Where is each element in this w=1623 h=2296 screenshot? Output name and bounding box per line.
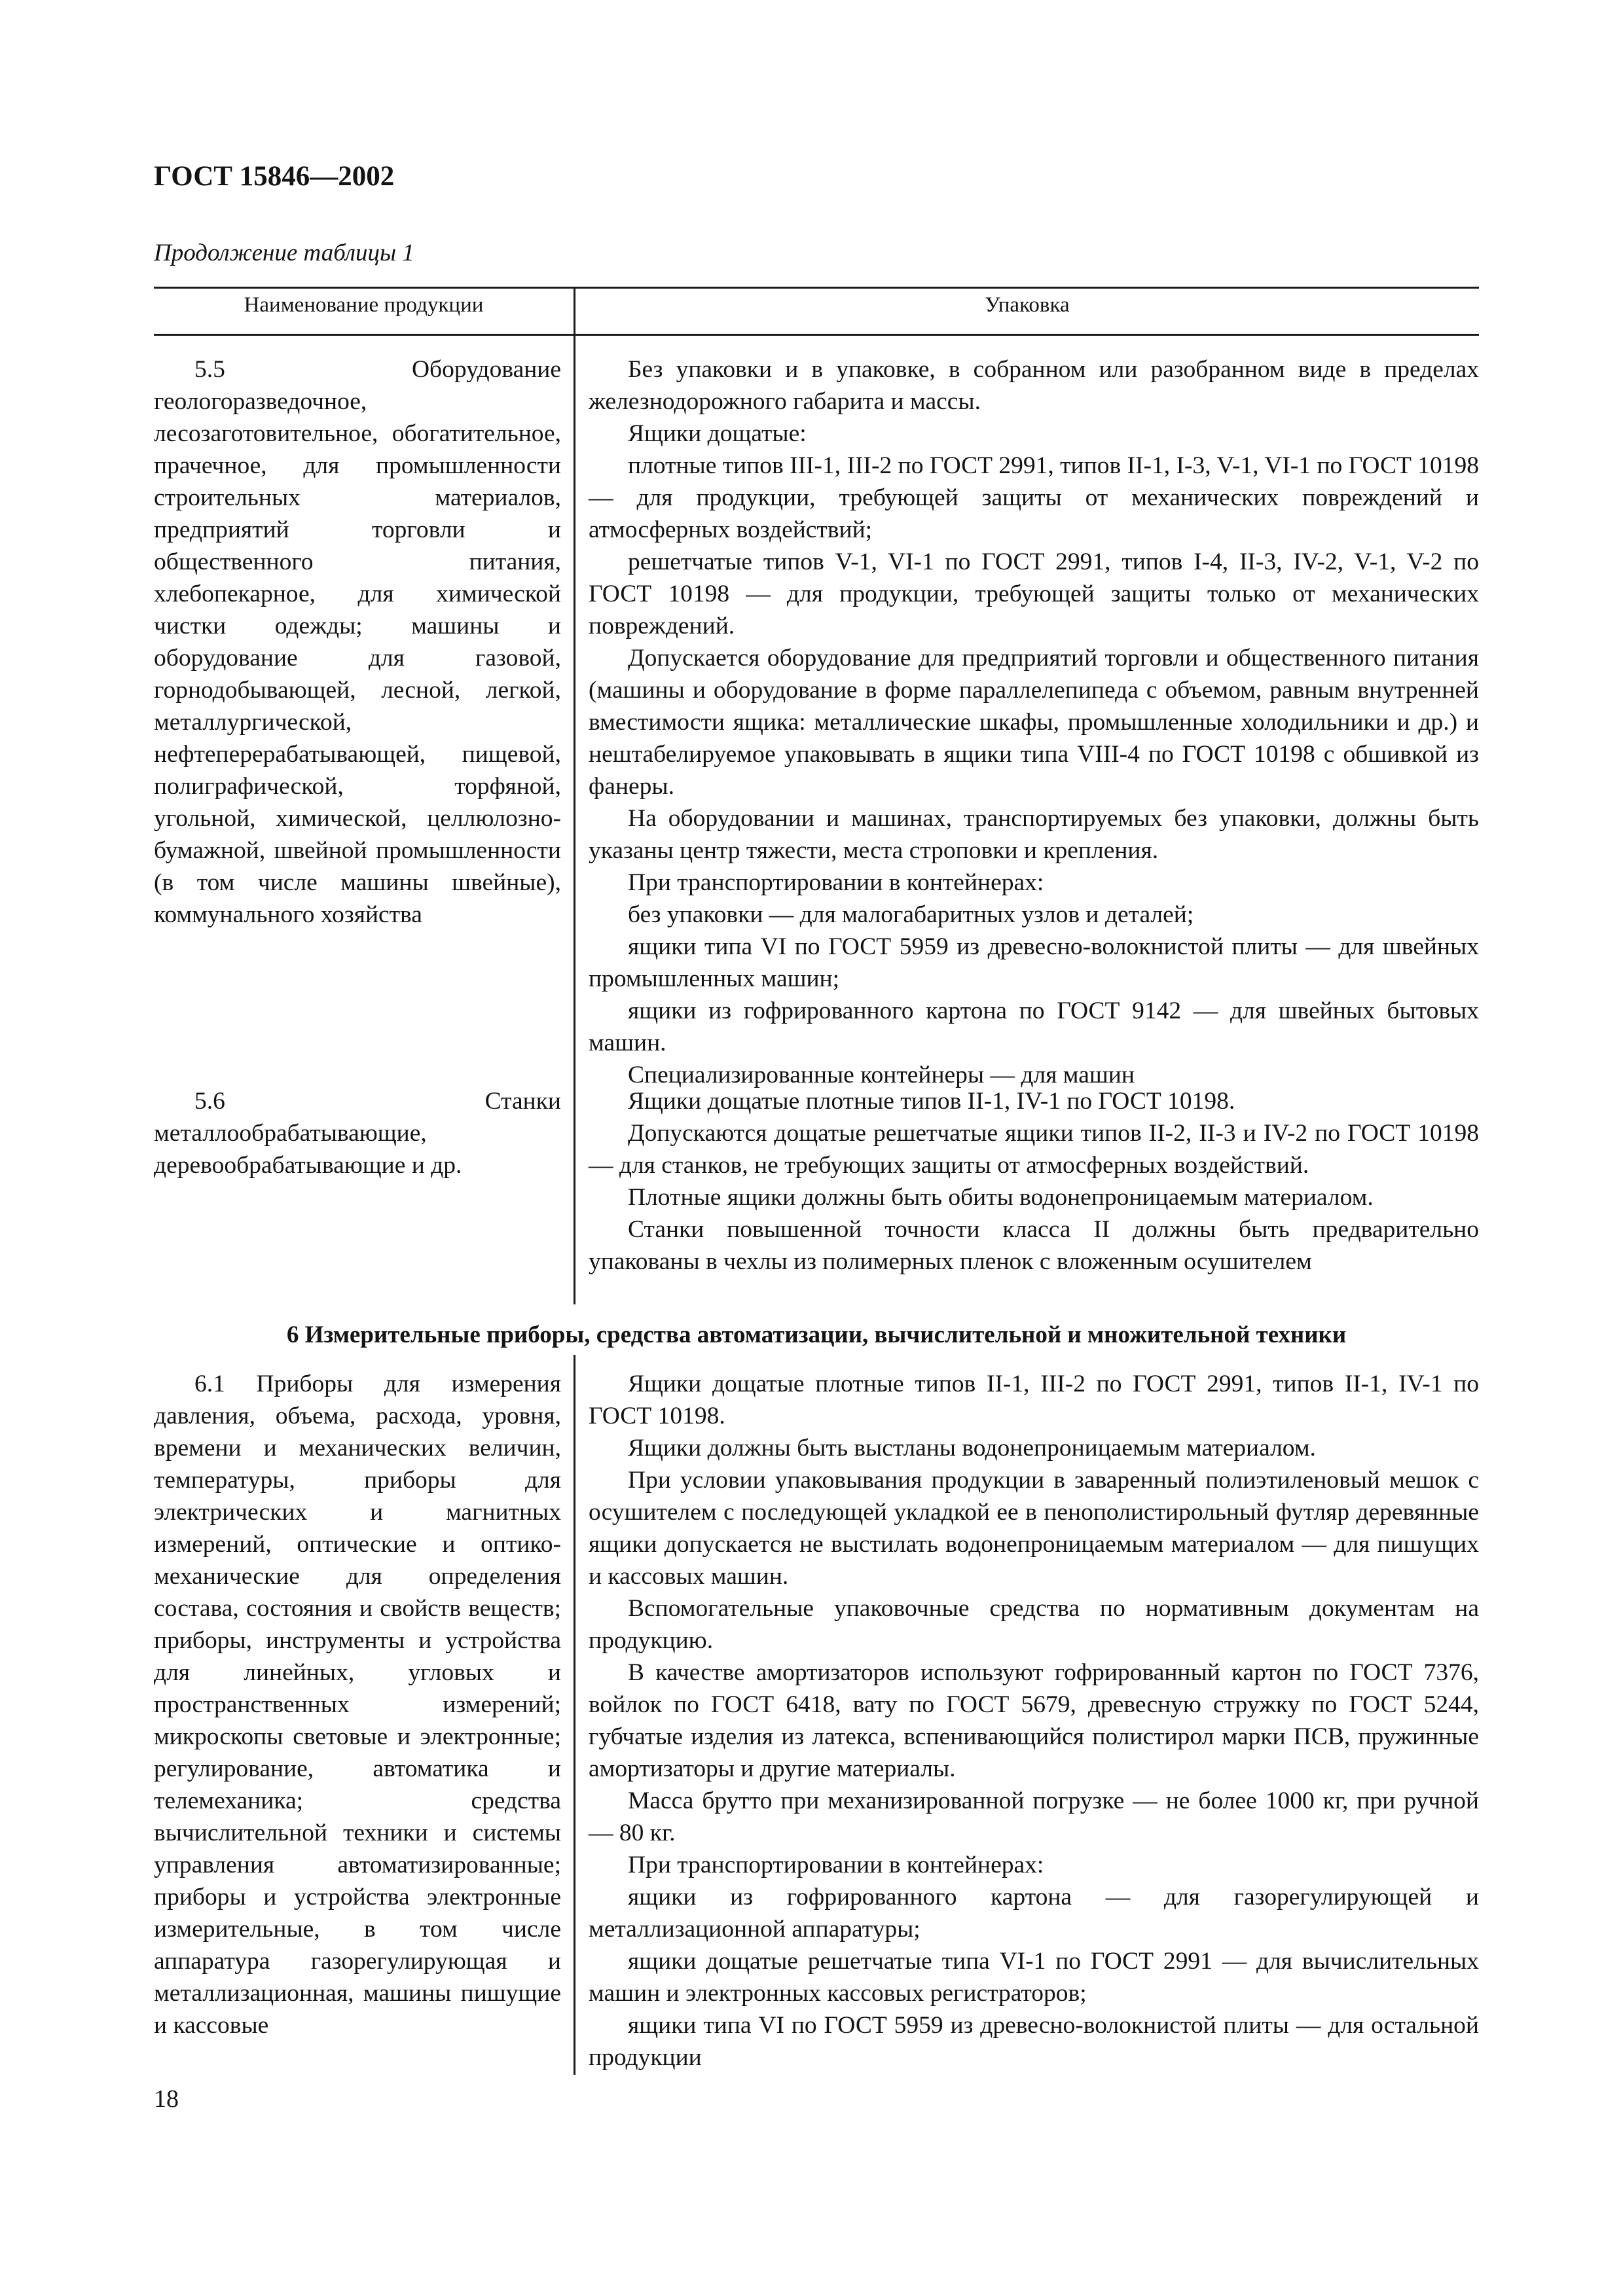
table-header-rule <box>154 334 1479 336</box>
row-5-5-para: без упаковки — для малогабаритных узлов и деталей; <box>628 901 1194 928</box>
row-5-5-para: плотные типов III-1, III-2 по ГОСТ 2991, типов II-1, I-3, V-1, VI-1 по ГОСТ 10198 — для продукции, требующей защиты от механических повреждений и атмосферных воздействий; <box>589 452 1479 543</box>
table-column-divider <box>574 287 575 1304</box>
row-5-6-para: Плотные ящики должны быть обиты водонепроницаемым материалом. <box>628 1184 1374 1211</box>
table-top-rule <box>154 287 1479 289</box>
row-5-6-packaging <box>589 1085 1479 1278</box>
row-5-5-para: При транспортировании в контейнерах: <box>628 869 1044 896</box>
row-5-6-para: Ящики дощатые плотные типов II-1, IV-1 по ГОСТ 10198. <box>628 1088 1235 1115</box>
table-caption: Продолжение таблицы 1 <box>154 240 414 266</box>
section-heading-6: 6 Измерительные приборы, средства автоматизации, вычислительной и множительной техники <box>286 1321 1347 1348</box>
row-5-6-para: Станки повышенной точности класса II должны быть предварительно упакованы в чехлы из полимерных пленок с вложенным осушителем <box>589 1216 1479 1275</box>
row-5-6-name-text: 5.6 Станки металлообрабатывающие, деревообрабатывающие и др. <box>154 1088 561 1179</box>
col-header-product: Наименование продукции <box>244 293 484 317</box>
document-header: ГОСТ 15846—2002 <box>154 161 395 192</box>
row-5-6-para: Допускаются дощатые решетчатые ящики типов II-2, II-3 и IV-2 по ГОСТ 10198 — для станков, не требующих защиты от атмосферных воздействий. <box>589 1120 1479 1179</box>
row-6-1-para: ящики дощатые решетчатые типа VI-1 по ГОСТ 2991 — для вычислительных машин и электронных кассовых регистраторов; <box>589 1948 1479 2007</box>
table-column-divider-2 <box>574 1355 575 2075</box>
row-6-1-para: При транспортировании в контейнерах: <box>628 1852 1044 1878</box>
row-6-1-packaging <box>589 1368 1479 2073</box>
row-5-5-para: ящики из гофрированного картона по ГОСТ 9142 — для швейных бытовых машин. <box>589 997 1479 1056</box>
row-5-5-para: На оборудовании и машинах, транспортируемых без упаковки, должны быть указаны центр тяжести, места строповки и крепления. <box>589 805 1479 864</box>
row-6-1-name-text: 6.1 Приборы для измерения давления, объема, расхода, уровня, времени и механических величин, температуры, приборы для электрических и магнитных измерений, оптические и оптико-механические для определения состава, состояния и свойств веществ; приборы, инструменты и устройства для линейных, угловых и пространственных измерений; микроскопы световые и электронные; регулирование, автоматика и телемеханика; средства вычислительной техники и системы управления автоматизированные; приборы и устройства электронные измерительные, в том числе аппаратура газорегулирующая и металлизационная, машины пишущие и кассовые <box>154 1371 561 2039</box>
row-5-5-name-text: 5.5 Оборудование геологоразведочное, лесозаготовительное, обогатительное, прачечное, для промышленности строительных материалов, предприятий торговли и общественного питания, хлебопекарное, для химической чистки одежды; машины и оборудование для газовой, горнодобывающей, лесной, легкой, металлургической, нефтеперерабатывающей, пищевой, полиграфической, торфяной, угольной, химической, целлюлозно-бумажной, швейной промышленности (в том числе машины швейные), коммунального хозяйства <box>154 356 561 928</box>
row-5-5-para: Специализированные контейнеры — для машин <box>628 1062 1135 1088</box>
page-number: 18 <box>154 2085 179 2113</box>
row-5-6-name <box>154 1085 561 1181</box>
row-6-1-para: Ящики дощатые плотные типов II-1, III-2 по ГОСТ 2991, типов II-1, IV-1 по ГОСТ 10198. <box>589 1371 1479 1429</box>
row-5-5-para: ящики типа VI по ГОСТ 5959 из древесно-волокнистой плиты — для швейных промышленных машин; <box>589 933 1479 992</box>
row-6-1-name <box>154 1368 561 2041</box>
row-5-5-para: Ящики дощатые: <box>628 420 807 447</box>
row-5-5-para: Допускается оборудование для предприятий торговли и общественного питания (машины и оборудование в форме параллелепипеда с объемом, равным внутренней вместимости ящика: металлические шкафы, промышленные холодильники и др.) и нештабелируемое упаковывать в ящики типа VIII-4 по ГОСТ 10198 с обшивкой из фанеры. <box>589 645 1479 800</box>
row-6-1-para: ящики из гофрированного картона — для газорегулирующей и металлизационной аппаратуры; <box>589 1884 1479 1943</box>
row-6-1-para: Масса брутто при механизированной погрузке — не более 1000 кг, при ручной — 80 кг. <box>589 1787 1479 1846</box>
col-header-packaging: Упаковка <box>985 293 1070 317</box>
row-6-1-para: Вспомогательные упаковочные средства по нормативным документам на продукцию. <box>589 1595 1479 1654</box>
row-5-5-para: Без упаковки и в упаковке, в собранном или разобранном виде в пределах железнодорожного габарита и массы. <box>589 356 1479 415</box>
row-6-1-para: Ящики должны быть выстланы водонепроницаемым материалом. <box>628 1435 1316 1462</box>
row-5-5-name <box>154 353 561 931</box>
row-6-1-para: ящики типа VI по ГОСТ 5959 из древесно-волокнистой плиты — для остальной продукции <box>589 2012 1479 2071</box>
row-5-5-para: решетчатые типов V-1, VI-1 по ГОСТ 2991, типов I-4, II-3, IV-2, V-1, V-2 по ГОСТ 10198 — для продукции, требующей защиты только от механических повреждений. <box>589 548 1479 639</box>
row-6-1-para: При условии упаковывания продукции в заваренный полиэтиленовый мешок с осушителем с последующей укладкой ее в пенополистирольный футляр деревянные ящики допускается не выстилать водонепроницаемым материалом — для пишущих и кассовых машин. <box>589 1467 1479 1590</box>
row-5-5-packaging <box>589 353 1479 1091</box>
row-6-1-para: В качестве амортизаторов используют гофрированный картон по ГОСТ 7376, войлок по ГОСТ 6418, вату по ГОСТ 5679, древесную стружку по ГОСТ 5244, губчатые изделия из латекса, вспенивающийся полистирол марки ПСВ, пружинные амортизаторы и другие материалы. <box>589 1659 1479 1782</box>
